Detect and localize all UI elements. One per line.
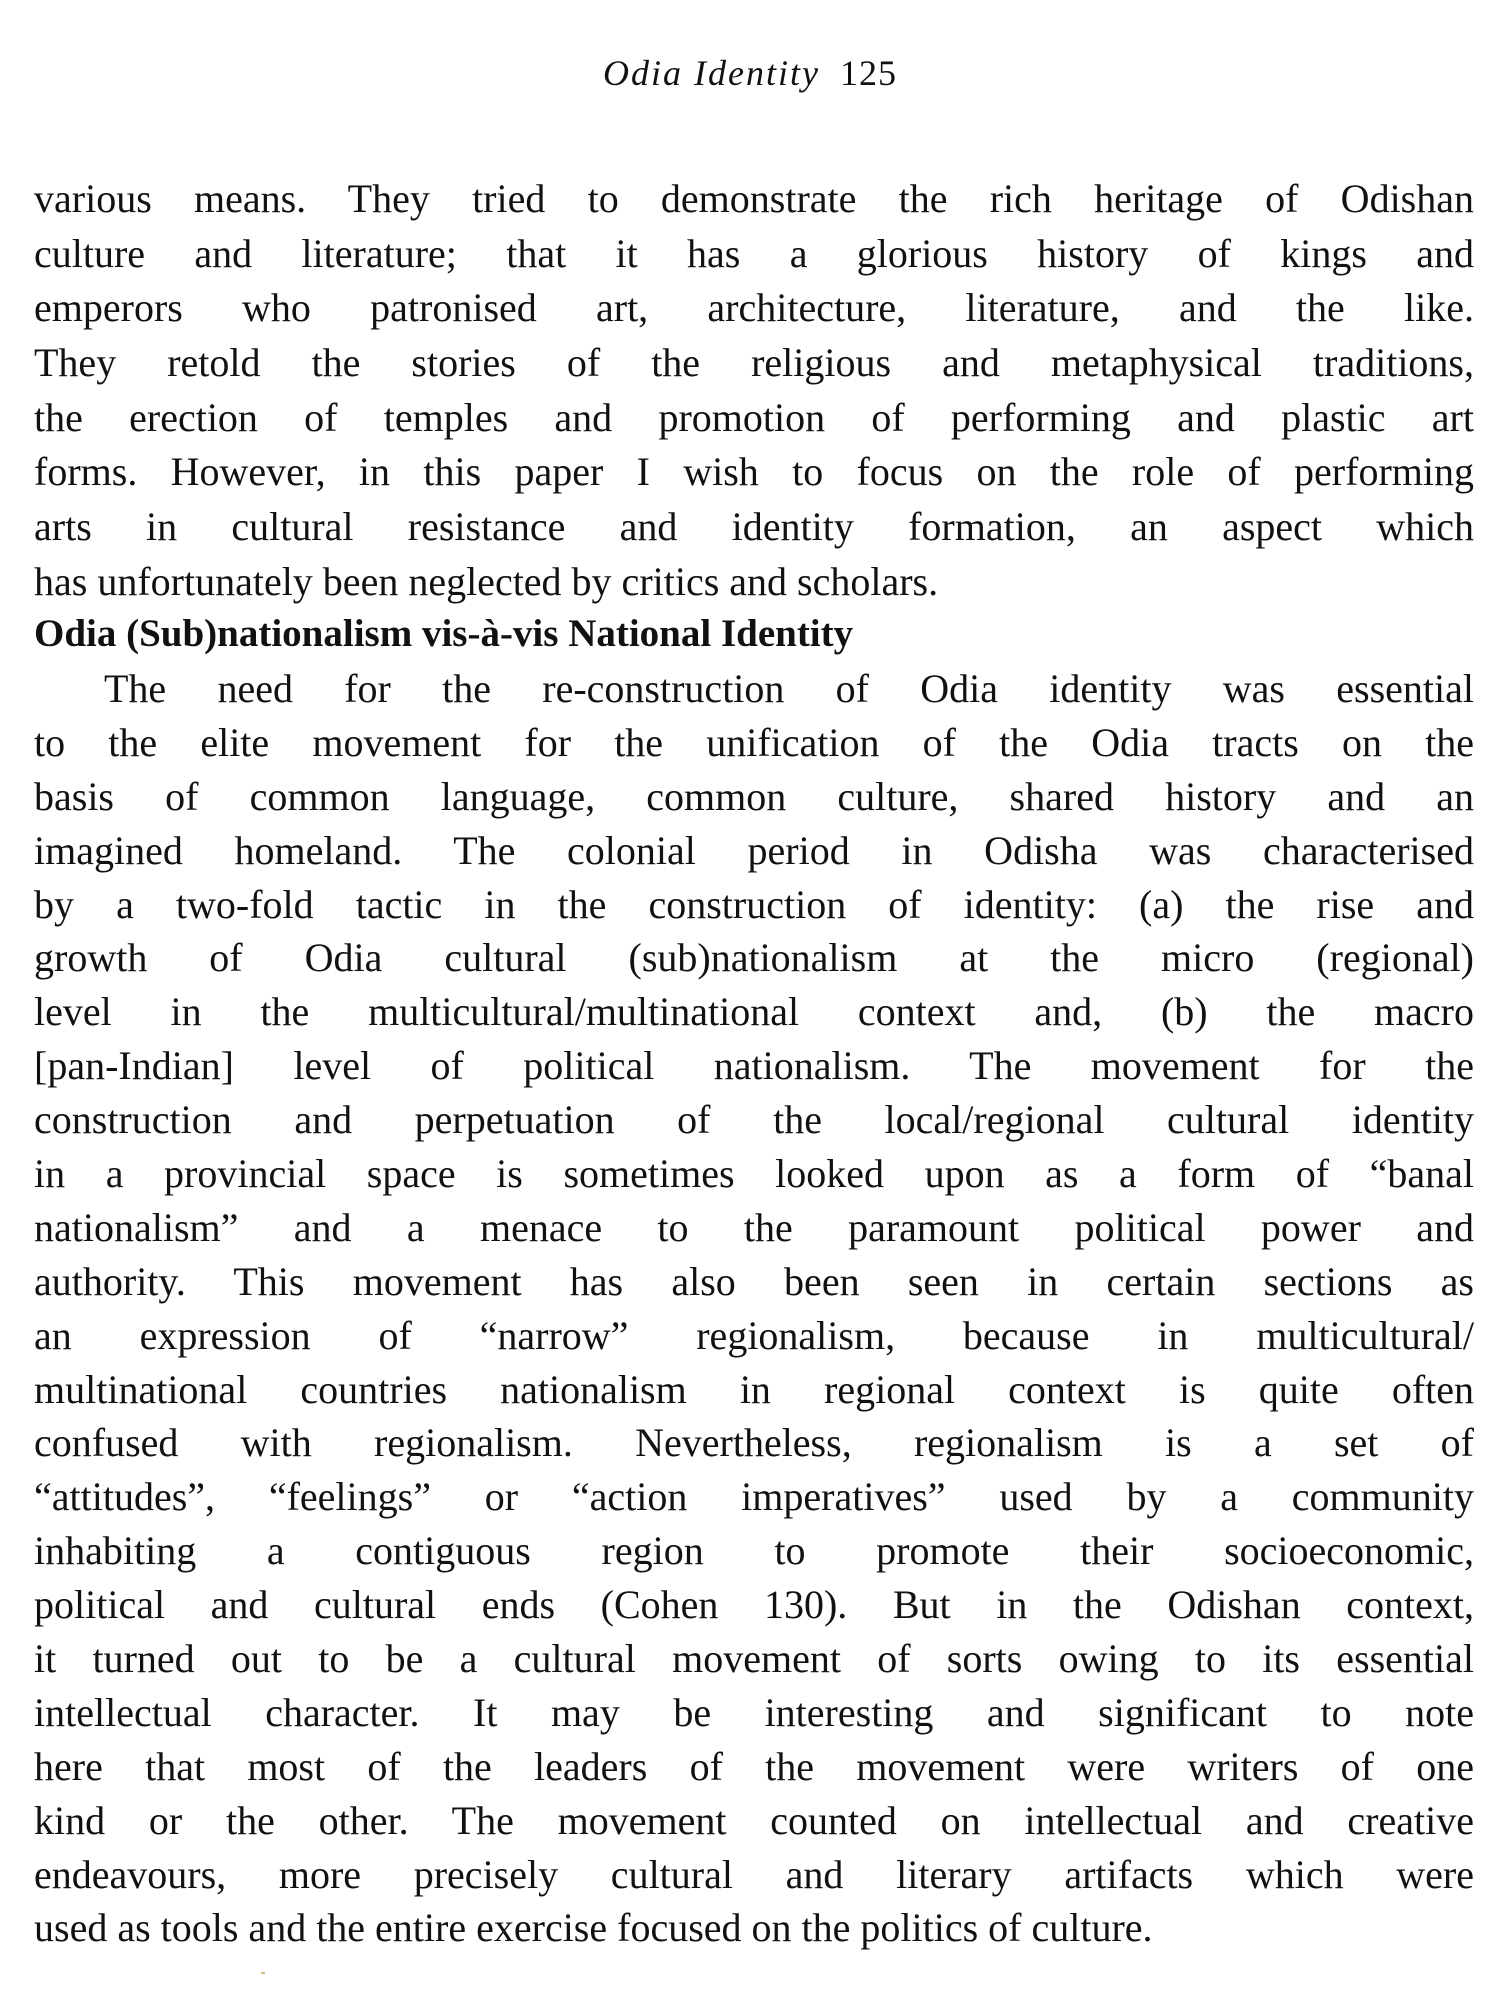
text-line: culture and literature; that it has a glorious history of kings and <box>34 230 1474 276</box>
text-line: arts in cultural resistance and identity formation, an aspect which <box>34 504 1474 550</box>
text-line: imagined homeland. The colonial period in Odisha was characterised <box>34 827 1474 873</box>
text-line: an expression of “narrow” regionalism, because in multicultural/ <box>34 1312 1474 1358</box>
paragraph-1 <box>34 172 1474 610</box>
text-line: confused with regionalism. Nevertheless, regionalism is a set of <box>34 1420 1474 1466</box>
text-line: growth of Odia cultural (sub)nationalism at the micro (regional) <box>34 935 1474 981</box>
text-line: nationalism” and a menace to the paramount political power and <box>34 1204 1474 1250</box>
text-line: authority. This movement has also been seen in certain sections as <box>34 1258 1474 1304</box>
text-line: here that most of the leaders of the movement were writers of one <box>34 1743 1474 1789</box>
running-head-title: Odia Identity <box>603 53 820 93</box>
text-line: [pan-Indian] level of political nationalism. The movement for the <box>34 1043 1474 1089</box>
text-line: to the elite movement for the unification of the Odia tracts on the <box>34 719 1474 765</box>
text-line: endeavours, more precisely cultural and literary artifacts which were <box>34 1851 1474 1897</box>
text-line: construction and perpetuation of the local/regional cultural identity <box>34 1097 1474 1143</box>
text-line: They retold the stories of the religious and metaphysical traditions, <box>34 340 1474 386</box>
text-line: it turned out to be a cultural movement of sorts owing to its essential <box>34 1636 1474 1682</box>
running-head <box>0 48 1500 98</box>
text-line: by a two-fold tactic in the construction of identity: (a) the rise and <box>34 881 1474 927</box>
text-line: has unfortunately been neglected by critics and scholars. <box>34 558 939 604</box>
text-line: political and cultural ends (Cohen 130). But in the Odishan context, <box>34 1582 1474 1628</box>
page-number: 125 <box>839 53 897 93</box>
text-line: emperors who patronised art, architecture, literature, and the like. <box>34 285 1474 331</box>
text-line: used as tools and the entire exercise focused on the politics of culture. <box>34 1905 1153 1951</box>
text-line: level in the multicultural/multinational context and, (b) the macro <box>34 989 1474 1035</box>
text-line: multinational countries nationalism in regional context is quite often <box>34 1366 1474 1412</box>
section-heading: Odia (Sub)nationalism vis-à-vis National Identity <box>34 612 854 655</box>
text-line: intellectual character. It may be interesting and significant to note <box>34 1689 1474 1735</box>
text-line: the erection of temples and promotion of performing and plastic art <box>34 394 1474 440</box>
text-line: kind or the other. The movement counted on intellectual and creative <box>34 1797 1474 1843</box>
paragraph-2 <box>34 662 1474 1955</box>
text-line: “attitudes”, “feelings” or “action imperatives” used by a community <box>34 1474 1474 1520</box>
text-line: forms. However, in this paper I wish to focus on the role of performing <box>34 449 1474 495</box>
text-line: The need for the re-construction of Odia identity was essential <box>104 666 1474 711</box>
text-line: basis of common language, common culture, shared history and an <box>34 773 1474 819</box>
text-line: inhabiting a contiguous region to promote their socioeconomic, <box>34 1528 1474 1574</box>
text-line: in a provincial space is sometimes looked upon as a form of “banal <box>34 1151 1474 1197</box>
print-speck <box>261 1972 265 1974</box>
text-line: various means. They tried to demonstrate the rich heritage of Odishan <box>34 176 1474 221</box>
